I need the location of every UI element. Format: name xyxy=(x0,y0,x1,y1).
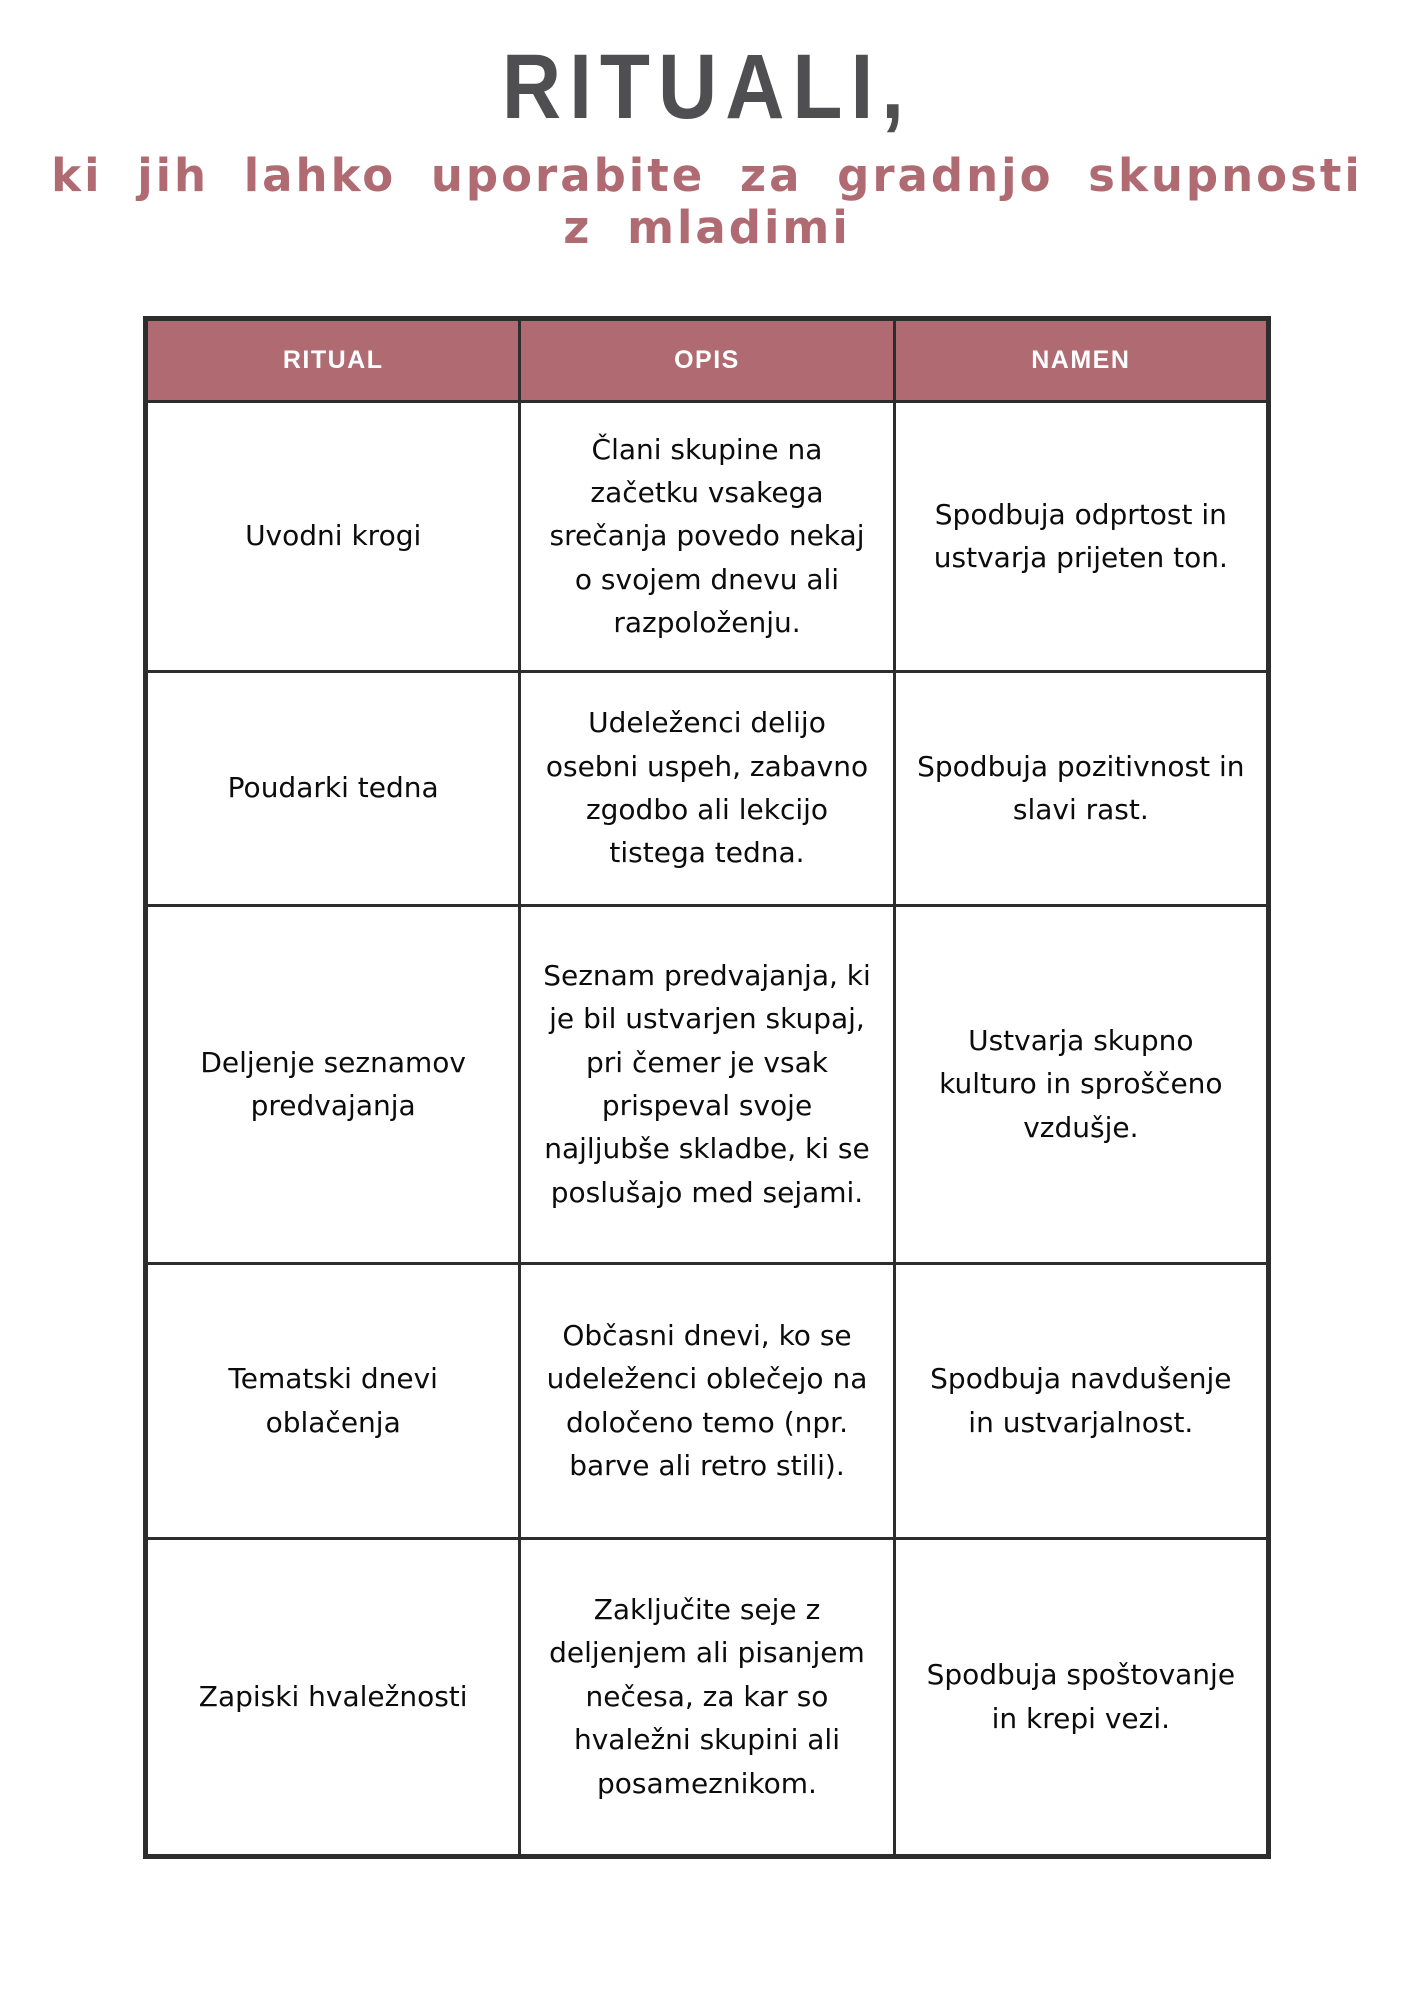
cell-ritual: Tematski dnevi oblačenja xyxy=(146,1263,520,1538)
cell-ritual: Poudarki tedna xyxy=(146,671,520,905)
cell-opis: Seznam predvajanja, ki je bil ustvarjen skupaj, pri čemer je vsak prispeval svoje najljubše skladbe, ki se poslušajo med sejami. xyxy=(520,905,894,1263)
table-row xyxy=(146,401,1269,671)
table-header-row xyxy=(146,318,1269,401)
cell-opis: Zaključite seje z deljenjem ali pisanjem nečesa, za kar so hvaležni skupini ali posameznikom. xyxy=(520,1538,894,1856)
table-row xyxy=(146,905,1269,1263)
subtitle-line-1: ki jih lahko uporabite za gradnjo skupnosti xyxy=(51,149,1363,202)
rituals-table xyxy=(143,316,1271,1859)
cell-ritual: Uvodni krogi xyxy=(146,401,520,671)
cell-ritual: Zapiski hvaležnosti xyxy=(146,1538,520,1856)
cell-opis: Občasni dnevi, ko se udeleženci oblečejo na določeno temo (npr. barve ali retro stili). xyxy=(520,1263,894,1538)
page-subtitle xyxy=(0,150,1414,254)
column-header-namen: NAMEN xyxy=(894,318,1268,401)
cell-namen: Ustvarja skupno kulturo in sproščeno vzdušje. xyxy=(894,905,1268,1263)
cell-namen: Spodbuja odprtost in ustvarja prijeten ton. xyxy=(894,401,1268,671)
table-row xyxy=(146,1538,1269,1856)
table-row xyxy=(146,671,1269,905)
cell-namen: Spodbuja pozitivnost in slavi rast. xyxy=(894,671,1268,905)
cell-opis: Člani skupine na začetku vsakega srečanja povedo nekaj o svojem dnevu ali razpoloženju. xyxy=(520,401,894,671)
table-row xyxy=(146,1263,1269,1538)
cell-namen: Spodbuja navdušenje in ustvarjalnost. xyxy=(894,1263,1268,1538)
column-header-opis: OPIS xyxy=(520,318,894,401)
column-header-ritual: RITUAL xyxy=(146,318,520,401)
cell-opis: Udeleženci delijo osebni uspeh, zabavno zgodbo ali lekcijo tistega tedna. xyxy=(520,671,894,905)
page-title: RITUALI, xyxy=(501,36,913,139)
subtitle-line-2: z mladimi xyxy=(563,200,851,254)
cell-ritual: Deljenje seznamov predvajanja xyxy=(146,905,520,1263)
cell-namen: Spodbuja spoštovanje in krepi vezi. xyxy=(894,1538,1268,1856)
